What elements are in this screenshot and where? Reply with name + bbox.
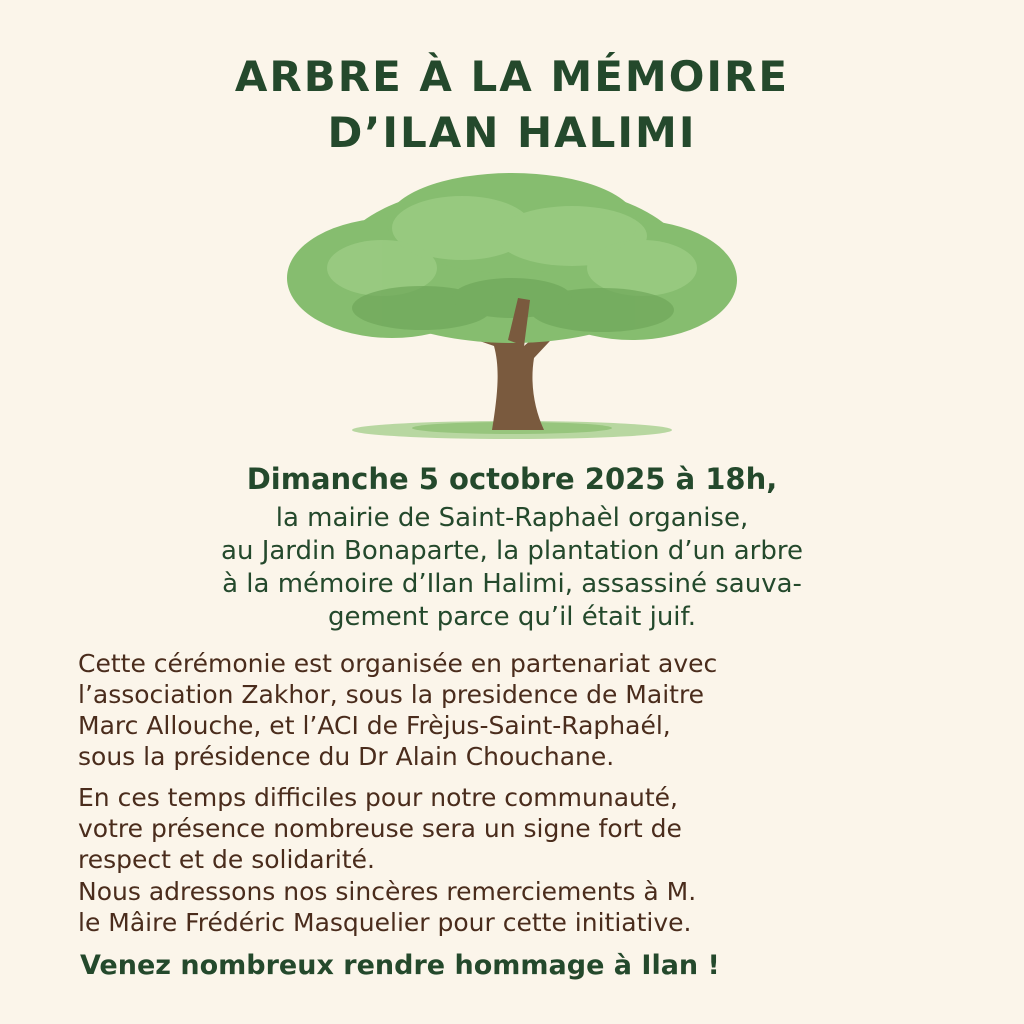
page-title-line-2: D’ILAN HALIMI — [327, 108, 697, 157]
event-date: Dimanche 5 octobre 2025 à 18h, — [246, 462, 778, 496]
partnership-paragraph — [78, 648, 958, 772]
paragraph-line: Marc Allouche, et l’ACI de Frèjus-Saint-Raphaél, — [78, 711, 671, 740]
solidarity-paragraph — [78, 782, 958, 875]
announcement-line-4: gement parce qu’il était juif. — [327, 602, 697, 632]
announcement-line-1: la mairie de Saint-Raphaèl organise, — [275, 503, 749, 533]
paragraph-line: En ces temps difficiles pour notre communauté, — [78, 783, 678, 812]
paragraph-line: Cette cérémonie est organisée en partenariat avec — [78, 649, 718, 678]
paragraph-line: Nous adressons nos sincères remerciements à M. — [78, 877, 697, 906]
announcement-line-2: au Jardin Bonaparte, la plantation d’un arbre — [221, 536, 803, 566]
paragraph-line: respect et de solidarité. — [78, 845, 375, 874]
paragraph-line: l’association Zakhor, sous la presidence de Maitre — [78, 680, 705, 709]
thanks-paragraph — [78, 876, 958, 938]
tree-icon — [272, 168, 752, 458]
page-title-line-1: ARBRE À LA MÉMOIRE — [234, 52, 790, 101]
paragraph-line: le Mâire Frédéric Masquelier pour cette initiative. — [78, 908, 692, 937]
announcement-line-3: à la mémoire d’Ilan Halimi, assassiné sauva- — [222, 569, 802, 599]
closing-call-to-action: Venez nombreux rendre hommage à Ilan ! — [80, 950, 720, 981]
paragraph-line: sous la présidence du Dr Alain Chouchane. — [78, 742, 615, 771]
paragraph-line: votre présence nombreuse sera un signe fort de — [78, 814, 682, 843]
